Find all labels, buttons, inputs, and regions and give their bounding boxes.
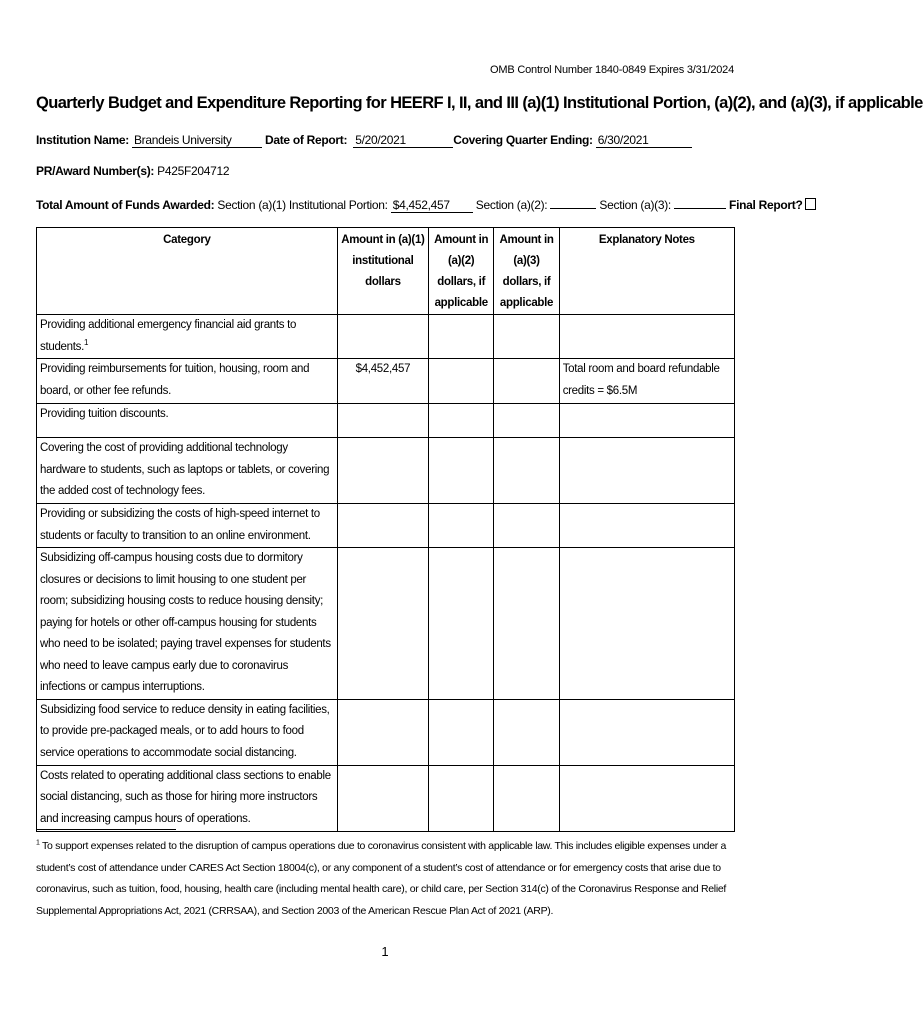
row-category: Subsidizing food service to reduce density in eating facilities, to provide pre-packaged meals, or to add hours to food service operations to accommodate social distancing. [37,699,338,765]
row-a2[interactable] [429,504,494,548]
table-row [37,315,735,359]
row-a3[interactable] [494,359,559,404]
row-a3[interactable] [494,765,559,831]
header-notes: Explanatory Notes [559,228,734,315]
omb-control-number: OMB Control Number 1840-0849 Expires 3/31/2024 [490,64,734,76]
row-a1[interactable]: $4,452,457 [337,359,428,404]
row-notes[interactable] [559,699,734,765]
row-a3[interactable] [494,438,559,504]
table-row [37,548,735,700]
row-notes[interactable] [559,548,734,700]
table-row [37,404,735,438]
footnote [36,836,736,922]
institution-value[interactable]: Brandeis University [132,133,262,148]
table-row [37,359,735,404]
quarter-value[interactable]: 6/30/2021 [596,133,692,148]
section-a3-label: Section (a)(3): [599,198,671,212]
row-a1[interactable] [337,699,428,765]
row-a1[interactable] [337,548,428,700]
row-a2[interactable] [429,765,494,831]
row-notes[interactable] [559,765,734,831]
table-row [37,504,735,548]
row-category: Providing additional emergency financial aid grants to students.$^1$ [37,315,338,359]
document-title: Quarterly Budget and Expenditure Reporting for HEERF I, II, and III (a)(1) Institutional Portion, (a)(2), and (a)(3), if applicable [36,94,923,112]
award-label: PR/Award Number(s): [36,164,155,178]
header-a1: Amount in (a)(1) institutional dollars [337,228,428,315]
row-a2[interactable] [429,404,494,438]
row-category: Providing tuition discounts. [37,404,338,438]
row-a2[interactable] [429,438,494,504]
table-row [37,765,735,831]
footnote-marker: 1 [83,337,89,347]
row-a3[interactable] [494,315,559,359]
row-category: Providing reimbursements for tuition, housing, room and board, or other fee refunds. [37,359,338,404]
row-a3[interactable] [494,548,559,700]
footnote-text: To support expenses related to the disruption of campus operations due to coronavirus consistent with applicable law. This includes eligible expenses under a student’s cost of attendance under CARES Act Section 18004(c), or any component of a student’s cost of attendance or for emergency costs that arise due to coronavirus, such as tuition, food, housing, health care (including mental health care), or child care, per Section 314(c) of the Coronavirus Response and Relief Supplemental Appropriations Act, 2021 (CRRSAA), and Section 2003 of the American Rescue Plan Act of 2021 (ARP). [36,840,727,917]
quarter-label: Covering Quarter Ending: [453,133,593,147]
row-a3[interactable] [494,404,559,438]
header-a3: Amount in (a)(3) dollars, if applicable [494,228,559,315]
row-a1[interactable] [337,504,428,548]
section-a1-label: Section (a)(1) Institutional Portion: [217,198,388,212]
award-line [36,164,229,178]
final-report-label: Final Report? [729,198,803,212]
row-a2[interactable] [429,699,494,765]
final-report-checkbox[interactable] [805,198,816,210]
footnote-number: 1 [36,839,40,847]
total-funds-line [36,198,816,213]
row-a2[interactable] [429,315,494,359]
row-notes[interactable] [559,438,734,504]
row-notes[interactable] [559,315,734,359]
header-category: Category [37,228,338,315]
total-label: Total Amount of Funds Awarded: [36,198,215,212]
page-number: 1 [381,944,389,959]
row-a1[interactable] [337,438,428,504]
budget-table [36,227,735,832]
row-category: Subsidizing off-campus housing costs due to dormitory closures or decisions to limit housing to one student per room; subsidizing housing costs to reduce housing density; paying for hotels or other off-campus housing for students who need to be isolated; paying travel expenses for students who need to leave campus early due to coronavirus infections or campus interruptions. [37,548,338,700]
row-notes[interactable] [559,404,734,438]
row-notes[interactable] [559,504,734,548]
section-a3-value[interactable] [674,208,726,209]
row-a3[interactable] [494,504,559,548]
row-a1[interactable] [337,765,428,831]
institution-line: Institution Name: Brandeis University Date of Report: 5/20/2021 Covering Quarter Ending: 6/30/2021 [36,133,692,148]
institution-label: Institution Name [36,133,126,147]
table-row [37,438,735,504]
row-a2[interactable] [429,548,494,700]
section-a1-value[interactable]: $4,452,457 [391,198,473,213]
date-label: Date of Report: [264,133,348,147]
row-category: Providing or subsidizing the costs of high-speed internet to students or faculty to transition to an online environment. [37,504,338,548]
header-a2: Amount in (a)(2) dollars, if applicable [429,228,494,315]
date-value[interactable]: 5/20/2021 [353,133,453,148]
footnote-divider [36,829,176,830]
row-category: Covering the cost of providing additional technology hardware to students, such as laptops or tablets, or covering the added cost of technology fees. [37,438,338,504]
section-a2-label: Section (a)(2): [475,198,548,212]
table-header-row [37,228,735,315]
table-row [37,699,735,765]
award-value[interactable]: P425F204712 [157,164,230,178]
row-a1[interactable] [337,315,428,359]
row-a3[interactable] [494,699,559,765]
section-a2-value[interactable] [550,208,596,209]
row-notes[interactable]: Total room and board refundable credits = $6.5M [559,359,734,404]
row-category: Costs related to operating additional class sections to enable social distancing, such as those for hiring more instructors and increasing campus hours of operations. [37,765,338,831]
row-a1[interactable] [337,404,428,438]
row-a2[interactable] [429,359,494,404]
